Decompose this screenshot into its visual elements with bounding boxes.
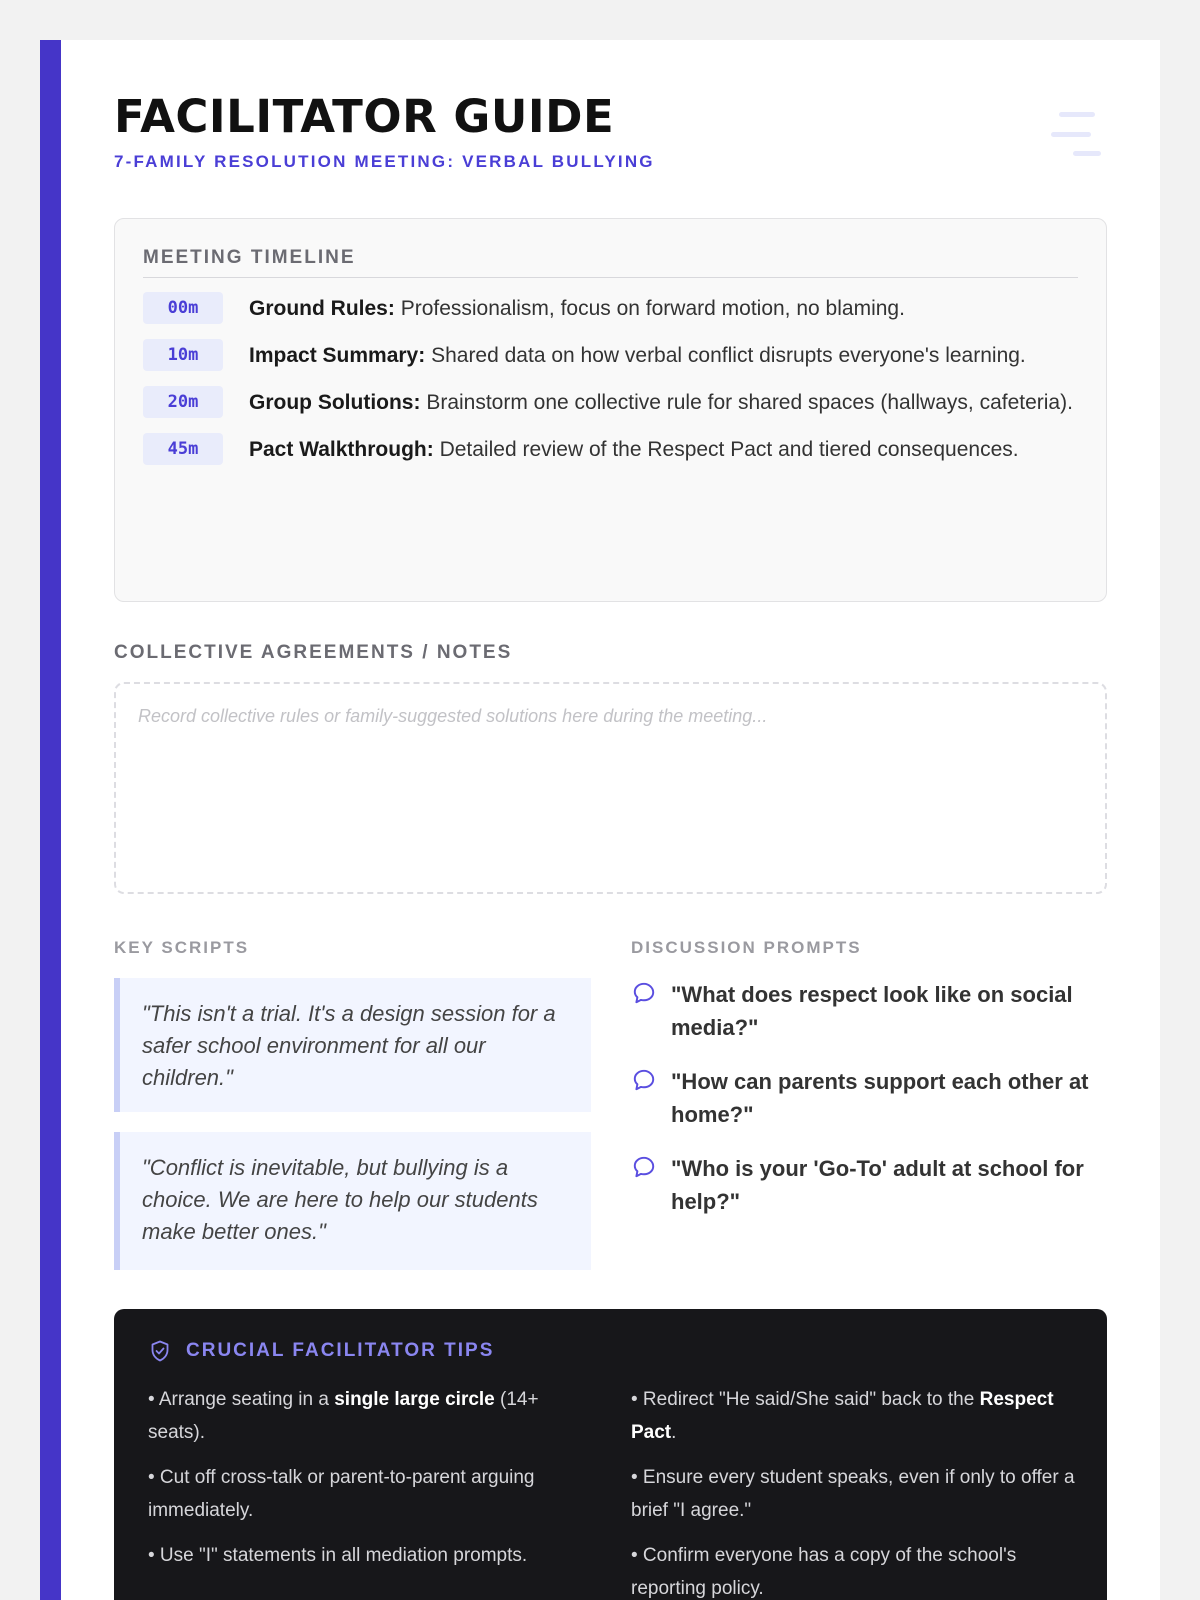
prompt-text: "What does respect look like on social media?" [671,982,1073,1040]
menu-lines-icon [1051,112,1101,156]
scripts-and-prompts [114,938,1107,1308]
tip-item: • Redirect "He said/She said" back to the Respect Pact. [631,1389,1054,1443]
tips-header [148,1339,1073,1363]
prompt-text: "How can parents support each other at home?" [671,1069,1089,1127]
discussion-prompts-label: DISCUSSION PROMPTS [631,938,862,957]
notes-textarea[interactable] [138,706,1083,870]
key-scripts-label: KEY SCRIPTS [114,938,250,957]
chat-bubble-icon [631,1067,657,1093]
guide-content [114,40,1107,1599]
timeline-label: Ground Rules: [249,297,395,320]
timeline-title: MEETING TIMELINE [143,247,1078,278]
notes-label: COLLECTIVE AGREEMENTS / NOTES [114,642,513,663]
script-quote: "Conflict is inevitable, but bullying is a choice. We are here to help our students make better ones." [114,1132,591,1270]
timeline-row [143,292,1078,325]
prompt-item [631,1065,1107,1131]
tip-item: • Confirm everyone has a copy of the school's reporting policy. [631,1545,1017,1599]
prompt-item [631,1152,1107,1218]
tips-column-right [631,1383,1081,1600]
tip-item: • Arrange seating in a single large circle (14+ seats). [148,1389,539,1443]
tips-column-left [148,1383,568,1584]
timeline-text [249,339,1026,372]
prompt-text: "Who is your 'Go-To' adult at school for help?" [671,1156,1084,1214]
page-subtitle: 7-FAMILY RESOLUTION MEETING: VERBAL BULLYING [114,152,655,171]
timeline-label: Impact Summary: [249,344,426,367]
chat-bubble-icon [631,1154,657,1180]
key-scripts-section [114,938,591,1290]
timeline-text [249,433,1019,466]
timeline-row [143,386,1078,419]
shield-check-icon [148,1339,172,1363]
tip-item: • Ensure every student speaks, even if only to offer a brief "I agree." [631,1467,1075,1521]
timeline-label: Group Solutions: [249,391,421,414]
time-badge: 00m [143,292,223,324]
prompt-item [631,978,1107,1044]
meeting-timeline [114,218,1107,602]
script-quote: "This isn't a trial. It's a design session for a safer school environment for all our children." [114,978,591,1112]
time-badge: 20m [143,386,223,418]
timeline-description: Brainstorm one collective rule for shared spaces (hallways, cafeteria). [426,391,1073,414]
time-badge: 10m [143,339,223,371]
accent-bar [40,40,61,1600]
timeline-row [143,339,1078,372]
timeline-description: Shared data on how verbal conflict disrupts everyone's learning. [431,344,1026,367]
page-header [114,40,1107,218]
page-title: FACILITATOR GUIDE [114,90,615,143]
facilitator-tips-panel [114,1309,1107,1600]
guide-page [40,40,1160,1600]
timeline-row [143,433,1078,466]
timeline-label: Pact Walkthrough: [249,438,434,461]
timeline-description: Detailed review of the Respect Pact and tiered consequences. [439,438,1019,461]
discussion-prompts-section [631,938,1107,1239]
timeline-description: Professionalism, focus on forward motion, no blaming. [400,297,905,320]
notes-box [114,682,1107,894]
time-badge: 45m [143,433,223,465]
tips-title: CRUCIAL FACILITATOR TIPS [186,1340,495,1361]
timeline-text [249,386,1073,419]
tip-item: • Use "I" statements in all mediation prompts. [148,1545,528,1566]
chat-bubble-icon [631,980,657,1006]
tip-item: • Cut off cross-talk or parent-to-parent arguing immediately. [148,1467,535,1521]
timeline-text [249,292,905,325]
